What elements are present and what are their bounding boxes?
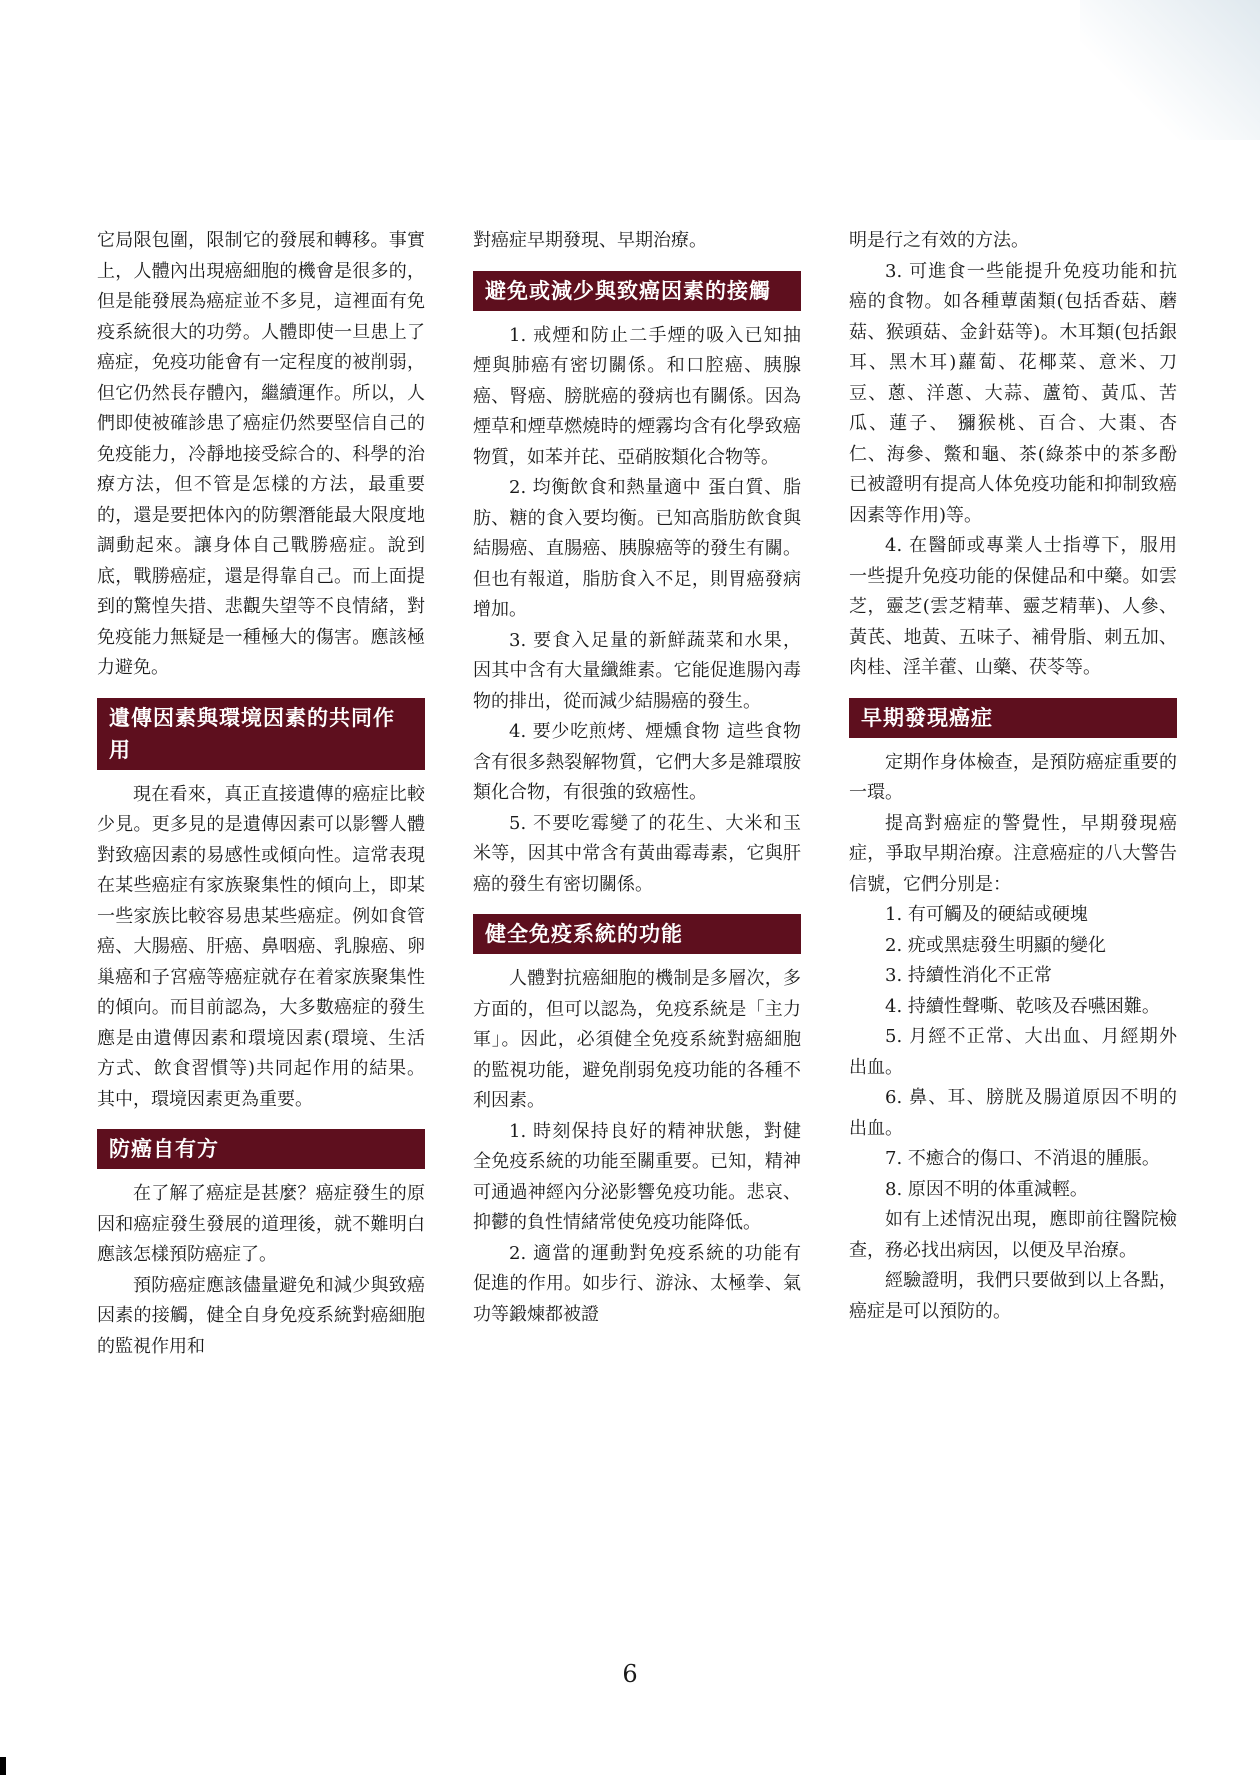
paragraph: 3. 要食入足量的新鮮蔬菜和水果，因其中含有大量纖維素。它能促進腸內毒物的排出，從而減少結腸癌的發生。	[473, 629, 801, 712]
paragraph: 在了解了癌症是甚麼？癌症發生的原因和癌症發生發展的道理後，就不難明白應該怎樣預防癌症了。	[97, 1183, 425, 1265]
section-heading: 早期發現癌症	[849, 698, 1177, 738]
paragraph: 1. 時刻保持良好的精神狀態，對健全免疫系統的功能至關重要。已知，精神可通過神經內分泌影響免疫功能。悲哀、抑鬱的負性情緒常使免疫功能降低。	[473, 1120, 801, 1233]
paragraph: 5. 月經不正常、大出血、月經期外出血。	[849, 1026, 1177, 1078]
paragraph: 經驗證明，我們只要做到以上各點，癌症是可以預防的。	[849, 1270, 1177, 1322]
paragraph: 2. 均衡飲食和熱量適中 蛋白質、脂肪、糖的食入要均衡。已知高脂肪飲食與結腸癌、直腸癌、胰腺癌等的發生有關。但也有報道，脂肪食入不足，則胃癌發病增加。	[473, 477, 801, 620]
paragraph: 明是行之有效的方法。	[849, 230, 1029, 251]
column-2	[473, 226, 801, 1330]
paragraph: 人體對抗癌細胞的機制是多層次，多方面的，但可以認為，免疫系統是「主力軍」。因此，必須健全免疫系統對癌細胞的監視功能，避免削弱免疫功能的各種不利因素。	[473, 968, 801, 1111]
paragraph: 7. 不癒合的傷口、不消退的腫脹。	[885, 1148, 1160, 1169]
paragraph: 1. 戒煙和防止二手煙的吸入已知抽煙與肺癌有密切關係。和口腔癌、胰腺癌、腎癌、膀胱癌的發病也有關係。因為煙草和煙草燃燒時的煙霧均含有化學致癌物質，如苯并芘、亞硝胺類化合物等。	[473, 324, 801, 468]
paragraph: 5. 不要吃霉變了的花生、大米和玉米等，因其中常含有黃曲霉毒素，它與肝癌的發生有密切關係。	[473, 812, 801, 895]
crop-mark	[0, 1757, 6, 1775]
page-number: 6	[622, 1660, 638, 1688]
paragraph: 預防癌症應該儘量避免和減少與致癌因素的接觸，健全自身免疫系統對癌細胞的監視作用和	[97, 1274, 425, 1357]
paragraph: 定期作身体檢查，是預防癌症重要的一環。	[849, 751, 1177, 803]
section-heading: 防癌自有方	[97, 1129, 425, 1169]
column-1	[97, 226, 425, 1362]
column-3	[849, 226, 1177, 1327]
paragraph: 1. 有可觸及的硬結或硬塊	[885, 904, 1088, 925]
section-heading: 健全免疫系統的功能	[473, 914, 801, 954]
paragraph: 2. 疣或黑痣發生明顯的變化	[885, 934, 1106, 956]
paragraph: 現在看來，真正直接遺傳的癌症比較少見。更多見的是遺傳因素可以影響人體對致癌因素的易感性或傾向性。這常表現在某些癌症有家族聚集性的傾向上，即某一些家族比較容易患某些癌症。例如食管癌、大腸癌、肝癌、鼻咽癌、乳腺癌、卵巢癌和子宮癌等癌症就存在着家族聚集性的傾向。而目前認為，大多數癌症的發生應是由遺傳因素和環境因素(環境、生活方式、飲食習慣等)共同起作用的結果。其中，環境因素更為重要。	[97, 783, 425, 1110]
paragraph: 它局限包圍，限制它的發展和轉移。事實上，人體內出現癌細胞的機會是很多的，但是能發展為癌症並不多見，這裡面有免疫系統很大的功勞。人體即使一旦患上了癌症，免疫功能會有一定程度的被削弱，但它仍然長存體內，繼續運作。所以，人們即使被確診患了癌症仍然要堅信自己的免疫能力，冷靜地接受綜合的、科學的治療方法，但不管是怎樣的方法，最重要的，還是要把体內的防禦潛能最大限度地調動起來。讓身体自己戰勝癌症。說到底，戰勝癌症，還是得靠自己。而上面提到的驚惶失措、悲觀失望等不良情緒，對免疫能力無疑是一種極大的傷害。應該極力避免。	[97, 230, 425, 678]
paragraph: 3. 持續性消化不正常	[885, 965, 1052, 986]
paragraph: 4. 在醫師或專業人士指導下，服用一些提升免疫功能的保健品和中藥。如雲芝，靈芝(雲芝精華、靈芝精華)、人參、黃芪、地黃、五味子、補骨脂、刺五加、肉桂、淫羊藿、山藥、茯苓等。	[849, 535, 1177, 678]
paragraph: 對癌症早期發現、早期治療。	[473, 230, 707, 251]
paragraph: 4. 持續性聲嘶、乾咳及吞嚥困難。	[885, 995, 1160, 1017]
paragraph: 如有上述情況出現，應即前往醫院檢查，務必找出病因，以便及早治療。	[849, 1209, 1177, 1261]
paragraph: 2. 適當的運動對免疫系統的功能有促進的作用。如步行、游泳、太極拳、氣功等鍛煉都被證	[473, 1242, 801, 1325]
section-heading: 遺傳因素與環境因素的共同作用	[97, 698, 425, 770]
paragraph: 提高對癌症的警覺性，早期發現癌症，爭取早期治療。注意癌症的八大警告信號，它們分別是：	[849, 812, 1177, 895]
page-corner-shade	[1080, 0, 1260, 140]
section-heading: 避免或減少與致癌因素的接觸	[473, 271, 801, 311]
paragraph: 8. 原因不明的体重減輕。	[885, 1178, 1088, 1200]
paragraph: 3. 可進食一些能提升免疫功能和抗癌的食物。如各種蕈菌類(包括香菇、蘑菇、猴頭菇、金針菇等)。木耳類(包括銀耳、黑木耳)蘿蔔、花椰菜、意米、刀豆、蔥、洋蔥、大蒜、蘆筍、黃瓜、苦瓜、蓮子、 獼猴桃、百合、大棗、杏仁、海參、鱉和龜、茶(綠茶中的茶多酚已被證明有提高人体免疫功能和抑制致癌因素等作用)等。	[849, 260, 1177, 526]
paragraph: 4. 要少吃煎烤、煙燻食物 這些食物含有很多熱裂解物質，它們大多是雜環胺類化合物，有很強的致癌性。	[473, 721, 801, 803]
paragraph: 6. 鼻、耳、膀胱及腸道原因不明的出血。	[849, 1087, 1177, 1139]
